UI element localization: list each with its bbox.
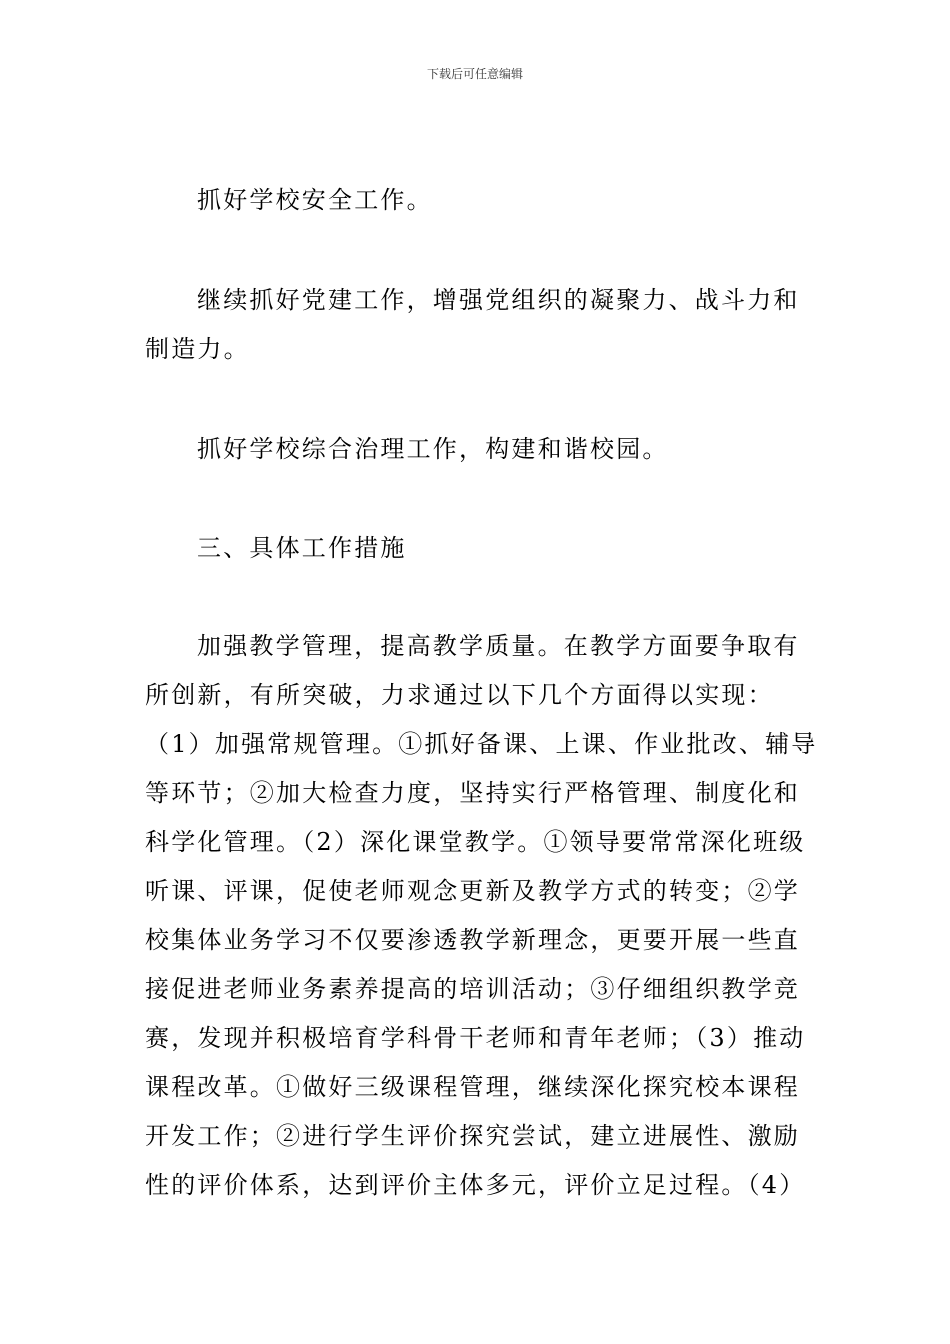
text-line: 三、具体工作措施 [197, 534, 407, 562]
text-line: 制造力。 [145, 335, 250, 363]
text-line: （1）加强常规管理。①抓好备课、上课、作业批改、辅导 [145, 730, 818, 758]
text-line: 校集体业务学习不仅要渗透教学新理念，更要开展一些直 [145, 926, 800, 954]
text-line: 所创新，有所突破，力求通过以下几个方面得以实现： [145, 681, 774, 709]
text-line: 性的评价体系，达到评价主体多元，评价立足过程。（4） [145, 1171, 806, 1199]
text-line: 接促进老师业务素养提高的培训活动；③仔细组织教学竞 [145, 975, 800, 1003]
text-line: 等环节；②加大检查力度，坚持实行严格管理、制度化和 [145, 779, 800, 807]
text-line: 抓好学校综合治理工作，构建和谐校园。 [197, 435, 669, 463]
paragraph-teaching-management [145, 622, 818, 1210]
text-line: 课程改革。①做好三级课程管理，继续深化探究校本课程 [145, 1073, 800, 1101]
text-line: 继续抓好党建工作，增强党组织的凝聚力、战斗力和 [197, 286, 800, 314]
page-header: 下载后可任意编辑 [426, 67, 523, 81]
text-line: 加强教学管理，提高教学质量。在教学方面要争取有 [197, 632, 800, 660]
text-line: 抓好学校安全工作。 [197, 186, 433, 214]
paragraph-comprehensive-governance [145, 425, 810, 474]
text-line: 科学化管理。（2）深化课堂教学。①领导要常常深化班级 [145, 828, 806, 856]
text-line: 开发工作；②进行学生评价探究尝试，建立进展性、激励 [145, 1122, 800, 1150]
paragraph-safety [145, 176, 810, 225]
text-line: 赛，发现并积极培育学科骨干老师和青年老师；（3）推动 [145, 1024, 806, 1052]
text-line: 听课、评课，促使老师观念更新及教学方式的转变；②学 [145, 877, 800, 905]
paragraph-party-building [145, 276, 810, 374]
section-heading [145, 524, 810, 573]
